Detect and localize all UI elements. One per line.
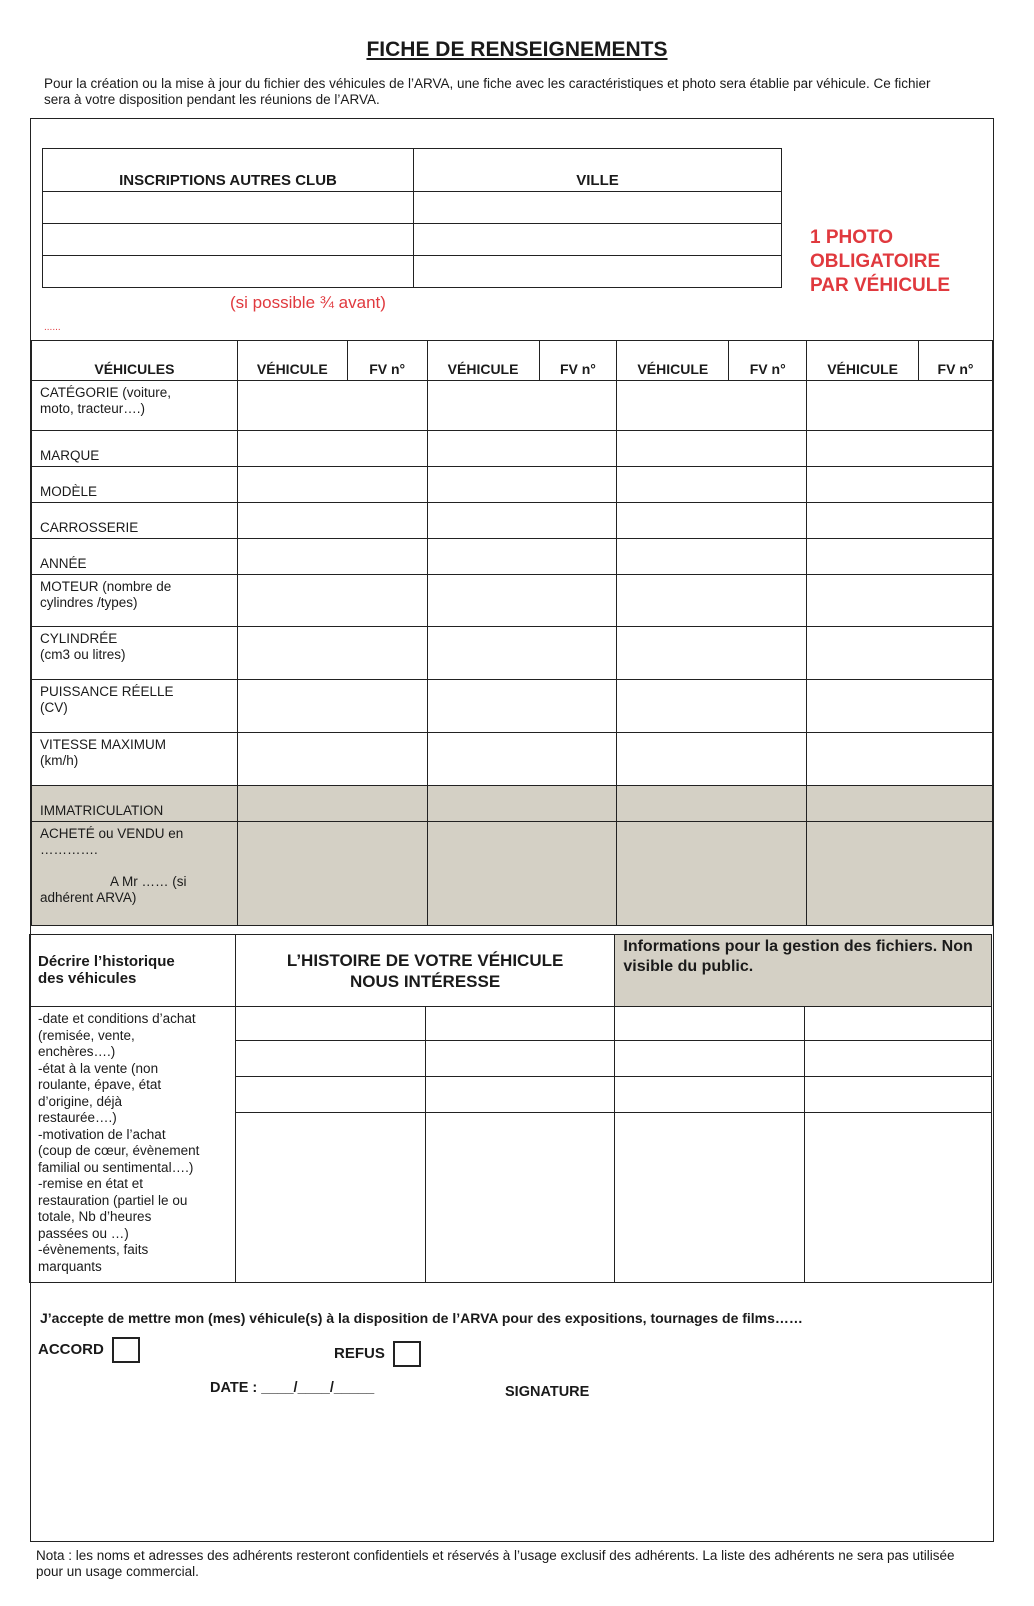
row-label-line: (km/h) <box>40 753 79 768</box>
history-label-line: Décrire l’historique <box>38 953 175 970</box>
history-line: restauration (partiel le ou <box>38 1192 188 1208</box>
row-label-line: CYLINDRÉE <box>40 631 118 646</box>
date-field[interactable]: DATE : ____/____/_____ <box>210 1380 375 1396</box>
signature-label: SIGNATURE <box>505 1384 590 1400</box>
fv-col-header: FV n° <box>919 341 993 381</box>
history-line: restaurée….) <box>38 1110 117 1125</box>
value-cell[interactable] <box>807 467 993 503</box>
value-cell[interactable] <box>617 467 807 503</box>
history-cell[interactable] <box>235 1077 425 1113</box>
value-cell[interactable] <box>617 822 807 926</box>
ville-cell[interactable] <box>414 192 782 224</box>
refus-checkbox[interactable] <box>393 1341 421 1367</box>
history-line: roulante, épave, état <box>38 1077 162 1092</box>
value-cell[interactable] <box>427 627 617 680</box>
value-cell[interactable] <box>237 575 427 627</box>
vehicule-col-header: VÉHICULE <box>237 341 347 381</box>
value-cell[interactable] <box>427 786 617 822</box>
achete-line: A Mr …… (si <box>110 874 187 889</box>
fv-col-header: FV n° <box>539 341 617 381</box>
history-line: (remisée, vente, <box>38 1027 135 1043</box>
accord-option[interactable] <box>38 1337 140 1363</box>
dots: ...... <box>44 322 61 333</box>
row-label: ANNÉE <box>32 539 238 575</box>
value-cell[interactable] <box>617 431 807 467</box>
achete-line: adhérent ARVA) <box>40 890 137 905</box>
value-cell[interactable] <box>807 575 993 627</box>
value-cell[interactable] <box>237 786 427 822</box>
history-line: -motivation de l’achat <box>38 1126 166 1142</box>
history-line: -date et conditions d’achat <box>38 1011 196 1026</box>
value-cell[interactable] <box>237 627 427 680</box>
fv-col-header: FV n° <box>347 341 427 381</box>
ville-cell[interactable] <box>414 224 782 256</box>
value-cell[interactable] <box>427 733 617 786</box>
history-cell[interactable] <box>615 1041 805 1077</box>
value-cell[interactable] <box>427 680 617 733</box>
value-cell[interactable] <box>427 539 617 575</box>
value-cell[interactable] <box>807 503 993 539</box>
value-cell[interactable] <box>807 822 993 926</box>
history-cell[interactable] <box>615 1077 805 1113</box>
accord-label: ACCORD <box>38 1340 104 1358</box>
value-cell[interactable] <box>807 627 993 680</box>
value-cell[interactable] <box>617 503 807 539</box>
vehicule-col-header: VÉHICULE <box>617 341 729 381</box>
row-label <box>32 381 238 431</box>
history-line: d’origine, déjà <box>38 1093 123 1109</box>
history-title-line: NOUS INTÉRESSE <box>350 971 501 991</box>
history-cell[interactable] <box>805 1077 992 1113</box>
value-cell[interactable] <box>427 575 617 627</box>
history-label <box>30 935 236 1007</box>
row-label: MARQUE <box>32 431 238 467</box>
history-cell[interactable] <box>425 1077 615 1113</box>
value-cell[interactable] <box>237 467 427 503</box>
history-line: enchères….) <box>38 1044 116 1059</box>
fv-col-header: FV n° <box>729 341 807 381</box>
value-cell[interactable] <box>807 431 993 467</box>
club-cell[interactable] <box>43 224 414 256</box>
history-cell[interactable] <box>425 1041 615 1077</box>
history-cell[interactable] <box>805 1041 992 1077</box>
value-cell[interactable] <box>807 381 993 431</box>
history-description <box>30 1007 236 1283</box>
footer-note: Nota : les noms et adresses des adhérents resteront confidentiels et réservés à l’usage exclusif des adhérents. La liste des adhérents ne sera pas utilisée pour un usage commercial. <box>36 1548 955 1579</box>
value-cell[interactable] <box>427 503 617 539</box>
club-cell[interactable] <box>43 192 414 224</box>
history-line: (coup de cœur, évènement <box>38 1143 200 1158</box>
value-cell[interactable] <box>237 822 427 926</box>
info-box: Informations pour la gestion des fichiers. Non visible du public. <box>615 935 992 1007</box>
row-label-line: VITESSE MAXIMUM <box>40 737 167 752</box>
row-label-line: (cm3 ou litres) <box>40 647 126 662</box>
club-table <box>42 148 782 288</box>
history-cell[interactable] <box>615 1007 805 1041</box>
ville-cell[interactable] <box>414 256 782 288</box>
vehicule-col-header: VÉHICULE <box>427 341 539 381</box>
club-cell[interactable] <box>43 256 414 288</box>
history-cell[interactable] <box>425 1113 615 1283</box>
photo-line: OBLIGATOIRE <box>810 251 941 272</box>
row-label <box>32 575 238 627</box>
history-cell[interactable] <box>805 1007 992 1041</box>
photo-line: PAR VÉHICULE <box>810 275 951 296</box>
photo-notice <box>810 226 950 298</box>
history-line: totale, Nb d’heures <box>38 1209 152 1224</box>
vehicles-header: VÉHICULES <box>32 341 238 381</box>
value-cell[interactable] <box>807 539 993 575</box>
club-header: INSCRIPTIONS AUTRES CLUB <box>43 149 414 192</box>
value-cell[interactable] <box>237 431 427 467</box>
value-cell[interactable] <box>617 786 807 822</box>
value-cell[interactable] <box>237 381 427 431</box>
row-label-line: MOTEUR (nombre de <box>40 579 172 594</box>
photo-line: 1 PHOTO <box>810 227 894 248</box>
history-cell[interactable] <box>615 1113 805 1283</box>
history-label-line: des véhicules <box>38 969 137 987</box>
vehicule-col-header: VÉHICULE <box>807 341 919 381</box>
value-cell[interactable] <box>617 575 807 627</box>
consent-text: J’accepte de mettre mon (mes) véhicule(s) à la disposition de l’ARVA pour des expositions, tournages de films…… <box>40 1310 803 1326</box>
achete-line: …………. <box>40 842 98 857</box>
history-line: marquants <box>38 1258 102 1274</box>
history-table <box>29 934 992 1283</box>
value-cell[interactable] <box>617 539 807 575</box>
history-line: -remise en état et <box>38 1176 144 1191</box>
value-cell[interactable] <box>427 822 617 926</box>
value-cell[interactable] <box>807 733 993 786</box>
accord-checkbox[interactable] <box>112 1337 140 1363</box>
row-label: MODÈLE <box>32 467 238 503</box>
value-cell[interactable] <box>617 627 807 680</box>
value-cell[interactable] <box>617 680 807 733</box>
history-title <box>235 935 615 1007</box>
page-title: FICHE DE RENSEIGNEMENTS <box>366 38 668 61</box>
value-cell[interactable] <box>427 431 617 467</box>
row-label-line: (CV) <box>40 700 68 715</box>
achete-label <box>32 822 238 926</box>
history-cell[interactable] <box>805 1113 992 1283</box>
history-cell[interactable] <box>425 1007 615 1041</box>
value-cell[interactable] <box>617 381 807 431</box>
vehicles-table <box>31 340 993 926</box>
value-cell[interactable] <box>807 786 993 822</box>
immat-label: IMMATRICULATION <box>32 786 238 822</box>
value-cell[interactable] <box>237 680 427 733</box>
ville-header: VILLE <box>414 149 782 192</box>
history-title-line: L’HISTOIRE DE VOTRE VÉHICULE <box>286 950 564 970</box>
intro-text: Pour la création ou la mise à jour du fichier des véhicules de l’ARVA, une fiche avec les caractéristiques et photo sera établie par véhicule. Ce fichier sera à votre disposition pendant les réunions de l’ARVA. <box>44 76 931 107</box>
row-label-line: cylindres /types) <box>40 595 138 610</box>
row-label: CARROSSERIE <box>32 503 238 539</box>
row-label-line: CATÉGORIE (voiture, <box>40 385 172 400</box>
value-cell[interactable] <box>237 539 427 575</box>
row-label <box>32 627 238 680</box>
row-label <box>32 733 238 786</box>
row-label <box>32 680 238 733</box>
history-cell[interactable] <box>235 1113 425 1283</box>
value-cell[interactable] <box>237 503 427 539</box>
history-cell[interactable] <box>235 1041 425 1077</box>
history-line: -état à la vente (non <box>38 1060 159 1076</box>
refus-option[interactable] <box>334 1341 421 1367</box>
value-cell[interactable] <box>427 381 617 431</box>
history-line: -évènements, faits <box>38 1242 149 1257</box>
achete-line: ACHETÉ ou VENDU en <box>40 826 184 841</box>
row-label-line: PUISSANCE RÉELLE <box>40 684 174 699</box>
history-cell[interactable] <box>235 1007 425 1041</box>
value-cell[interactable] <box>427 467 617 503</box>
row-label-line: moto, tracteur….) <box>40 401 146 416</box>
refus-label: REFUS <box>334 1344 385 1362</box>
value-cell[interactable] <box>617 733 807 786</box>
value-cell[interactable] <box>807 680 993 733</box>
value-cell[interactable] <box>237 733 427 786</box>
history-line: familial ou sentimental….) <box>38 1159 194 1175</box>
history-line: passées ou …) <box>38 1225 129 1241</box>
photo-hint: (si possible ¾ avant) <box>230 293 386 312</box>
